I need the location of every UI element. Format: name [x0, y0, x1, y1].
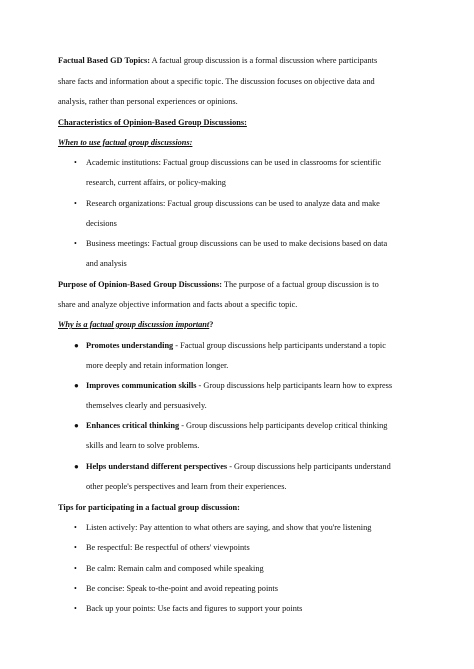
when-item-1-line-2: research, current affairs, or policy-making: [86, 178, 226, 187]
bullet-icon: ●: [74, 341, 79, 350]
tips-item-4: Be concise: Speak to-the-point and avoid repeating points: [86, 584, 278, 593]
bullet-icon: •: [74, 158, 77, 167]
tips-item-5: Back up your points: Use facts and figures to support your points: [86, 604, 303, 613]
intro-line-1: [58, 56, 377, 66]
why-item-2-title: Improves communication skills: [86, 381, 197, 390]
why-item-2-line-2: themselves clearly and persuasively.: [86, 401, 207, 410]
characteristics-heading: Characteristics of Opinion-Based Group Discussions:: [58, 118, 247, 127]
bullet-icon: •: [74, 239, 77, 248]
when-item-3-line-2: and analysis: [86, 259, 127, 268]
tips-item-1: Listen actively: Pay attention to what others are saying, and show that you're listening: [86, 523, 372, 532]
purpose-line-1: [58, 280, 379, 290]
why-item-4-line-2: other people's perspectives and learn from their experiences.: [86, 482, 287, 491]
when-item-1-line-1: Academic institutions: Factual group discussions can be used in classrooms for scientific: [86, 158, 382, 167]
bullet-icon: •: [74, 199, 77, 208]
why-item-3-title: Enhances critical thinking: [86, 421, 180, 430]
why-item-3-line-1: [86, 421, 387, 431]
when-item-2-line-1: Research organizations: Factual group discussions can be used to analyze data and make: [86, 199, 380, 208]
why-item-2-line-1: [86, 381, 392, 391]
tips-heading: Tips for participating in a factual group discussion:: [58, 503, 240, 512]
when-item-3-line-1: Business meetings: Factual group discussions can be used to make decisions based on data: [86, 239, 388, 248]
purpose-heading: Purpose of Opinion-Based Group Discussions:: [58, 280, 222, 289]
when-item-2-line-2: decisions: [86, 219, 117, 228]
bullet-icon: •: [74, 523, 77, 532]
why-item-4-title: Helps understand different perspectives: [86, 462, 228, 471]
why-item-1-title: Promotes understanding: [86, 341, 174, 350]
why-heading-suffix: ?: [209, 320, 214, 329]
why-item-1-line-1: [86, 341, 386, 351]
intro-text-1: A factual group discussion is a formal discussion where participants: [149, 56, 378, 65]
bullet-icon: •: [74, 543, 77, 552]
intro-heading: Factual Based GD Topics:: [58, 56, 150, 65]
why-item-4-line-1: [86, 462, 391, 472]
why-heading: Why is a factual group discussion important: [58, 320, 210, 329]
tips-item-2: Be respectful: Be respectful of others' viewpoints: [86, 543, 250, 552]
purpose-line-2: share and analyze objective information and facts about a specific topic.: [58, 300, 298, 309]
why-item-4-text: - Group discussions help participants understand: [227, 462, 391, 471]
why-item-2-text: - Group discussions help participants learn how to express: [196, 381, 393, 390]
why-item-3-line-2: skills and learn to solve problems.: [86, 441, 200, 450]
bullet-icon: ●: [74, 381, 79, 390]
bullet-icon: ●: [74, 421, 79, 430]
why-heading-line: [58, 320, 213, 330]
purpose-text-1: The purpose of a factual group discussion is to: [221, 280, 379, 289]
tips-item-3: Be calm: Remain calm and composed while speaking: [86, 564, 264, 573]
bullet-icon: •: [74, 564, 77, 573]
bullet-icon: ●: [74, 462, 79, 471]
intro-line-3: analysis, rather than personal experiences or opinions.: [58, 97, 238, 106]
bullet-icon: •: [74, 584, 77, 593]
why-item-1-line-2: more deeply and retain information longer.: [86, 361, 229, 370]
why-item-1-text: - Factual group discussions help participants understand a topic: [173, 341, 386, 350]
intro-line-2: share facts and information about a specific topic. The discussion focuses on objective data and: [58, 77, 375, 86]
why-item-3-text: - Group discussions help participants develop critical thinking: [179, 421, 388, 430]
bullet-icon: •: [74, 604, 77, 613]
when-heading: When to use factual group discussions:: [58, 138, 193, 147]
